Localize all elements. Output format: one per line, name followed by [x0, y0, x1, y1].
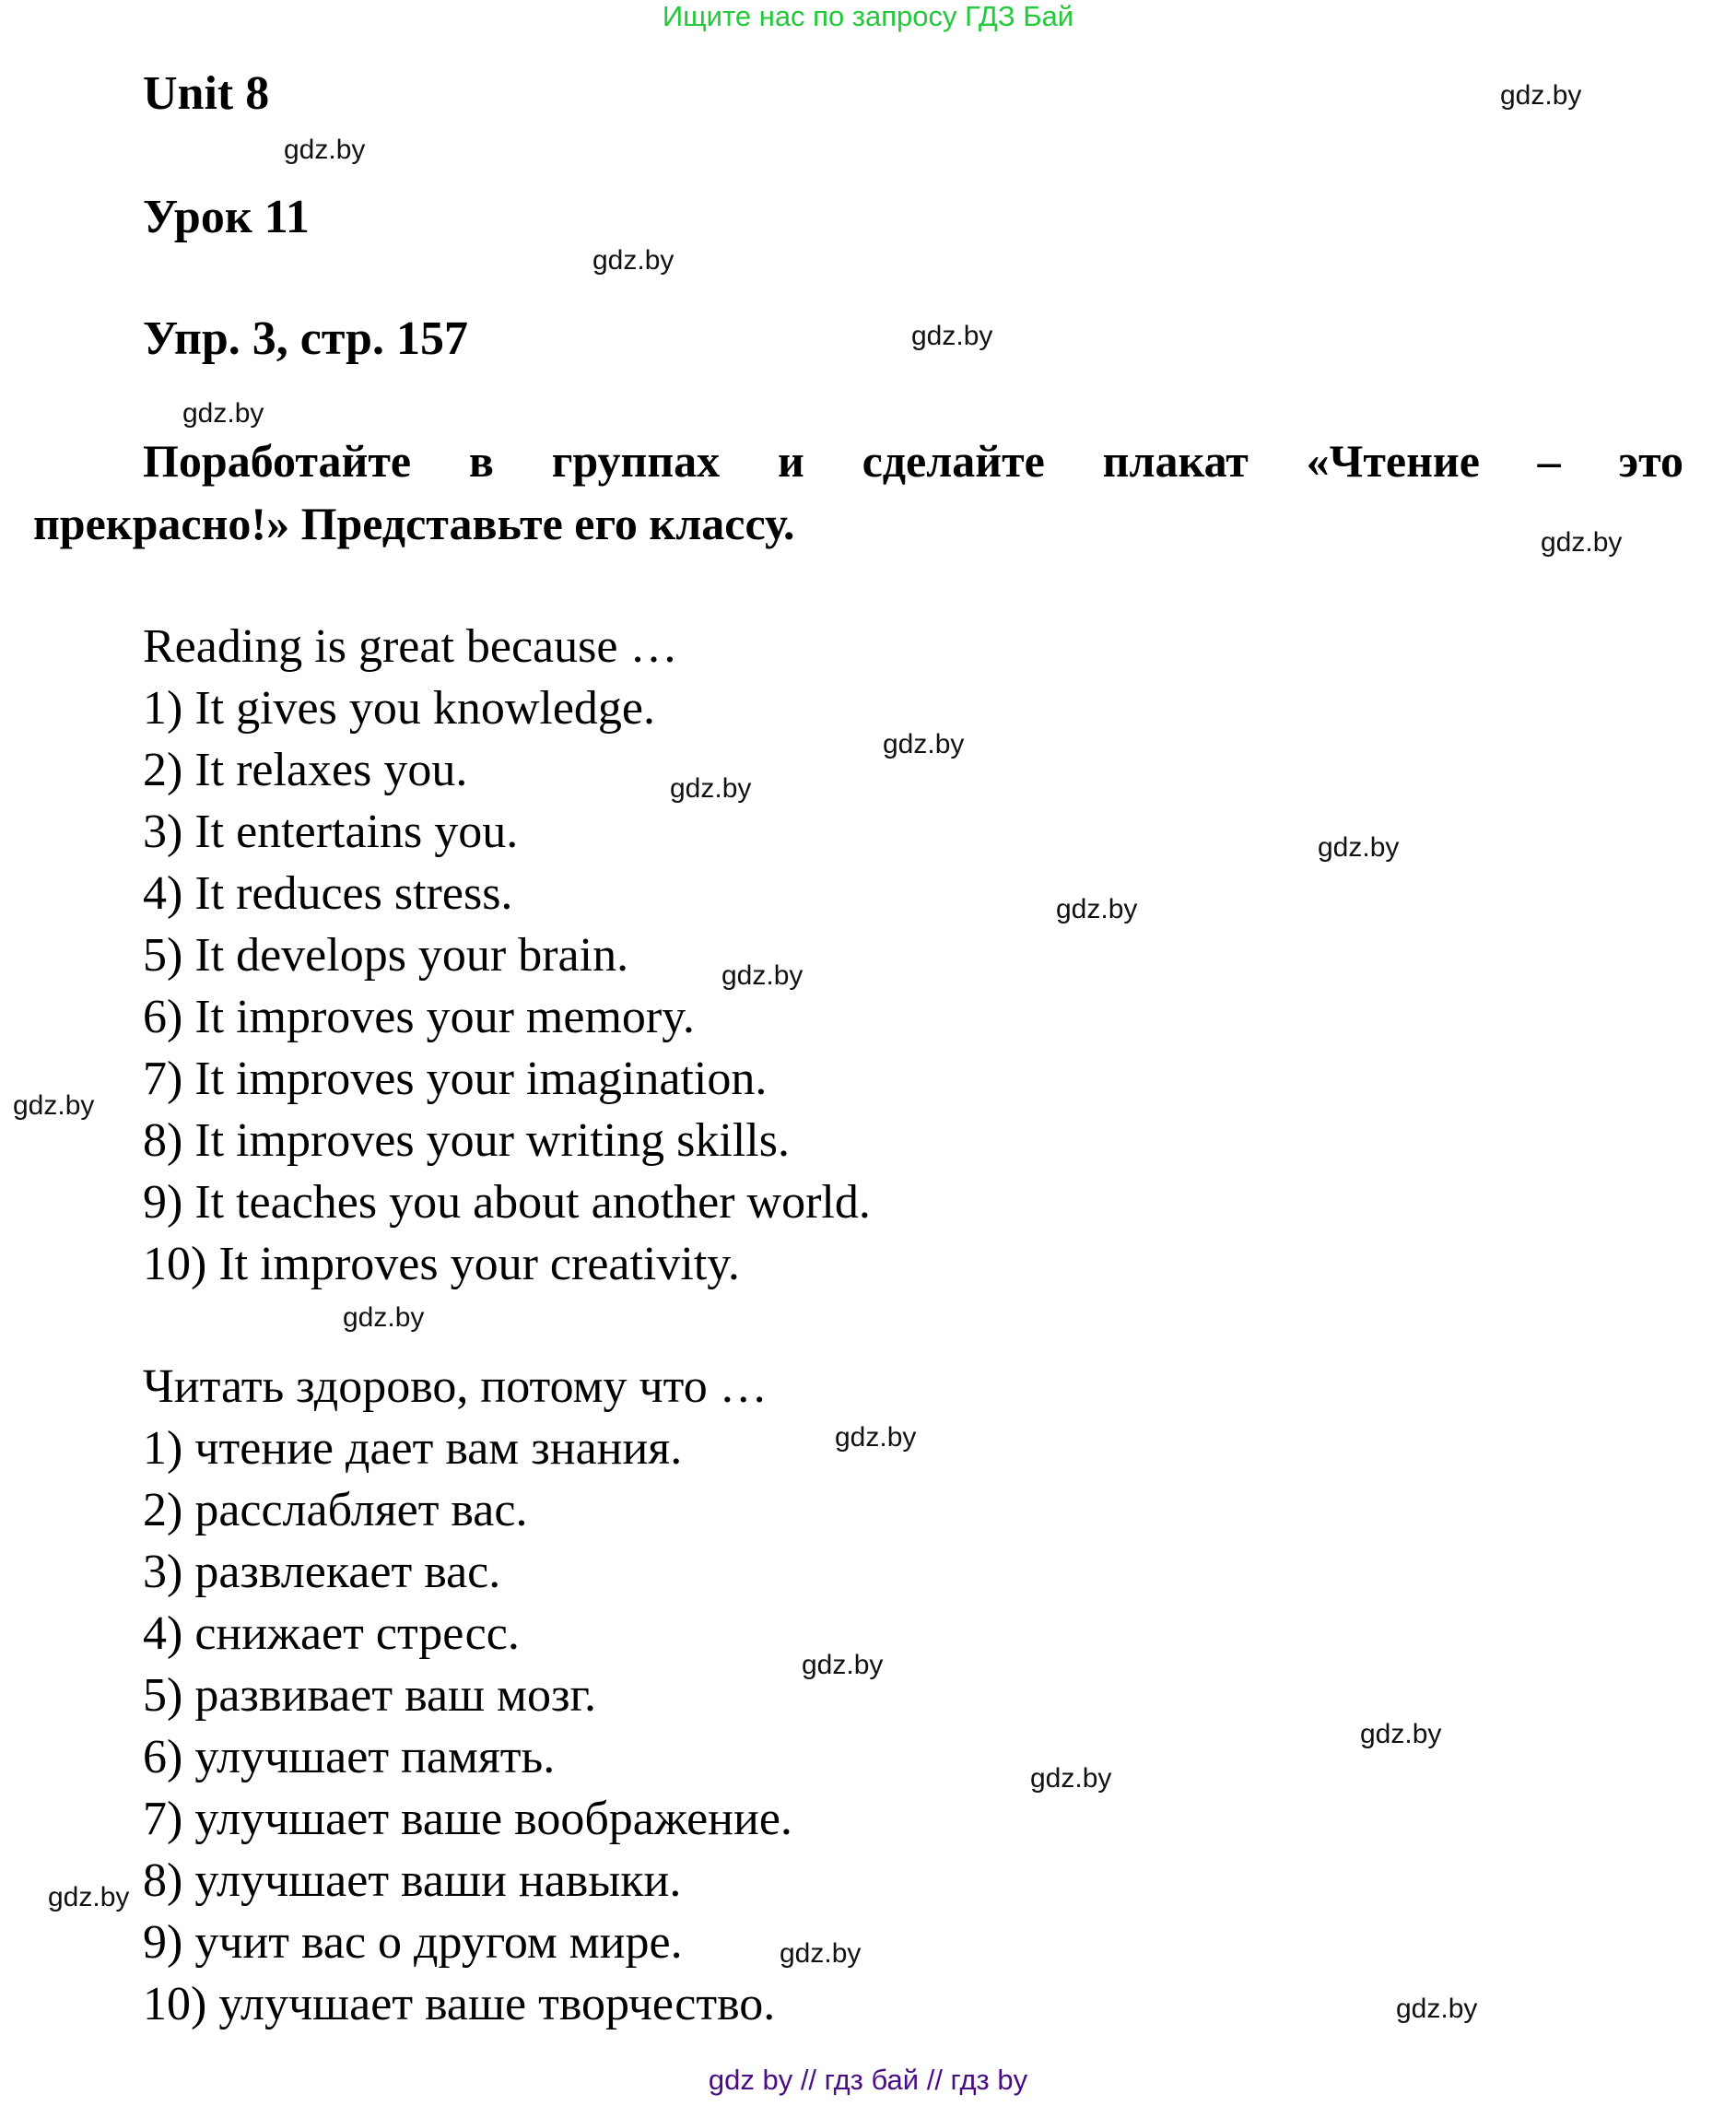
watermark: gdz.by	[1396, 1994, 1478, 2024]
watermark: gdz.by	[1056, 894, 1138, 924]
search-banner[interactable]: Ищите нас по запросу ГДЗ Бай	[662, 0, 1074, 32]
watermark: gdz.by	[1360, 1719, 1442, 1749]
list-item: 4) It reduces stress.	[143, 867, 513, 920]
list-item: 3) развлекает вас.	[143, 1546, 501, 1598]
list-item: 9) It teaches you about another world.	[143, 1176, 871, 1229]
list-item: 8) It improves your writing skills.	[143, 1114, 790, 1167]
watermark: gdz.by	[1318, 832, 1400, 863]
list-item: 4) снижает стресс.	[143, 1607, 520, 1660]
exercise-heading: Упр. 3, стр. 157	[143, 312, 468, 365]
list-item: 3) It entertains you.	[143, 806, 519, 858]
list-item: 10) улучшает ваше творчество.	[143, 1978, 776, 2030]
watermark: gdz.by	[1030, 1763, 1112, 1794]
list-item: 1) чтение дает вам знания.	[143, 1422, 683, 1475]
list-item: 10) It improves your creativity.	[143, 1238, 740, 1290]
task-instruction-line-1: Поработайте в группах и сделайте плакат «Чтение – это	[143, 435, 1683, 487]
watermark: gdz.by	[721, 960, 803, 991]
watermark: gdz.by	[670, 773, 752, 804]
list-item: 2) расслабляет вас.	[143, 1484, 528, 1536]
russian-intro: Читать здорово, потому что …	[143, 1360, 768, 1413]
watermark: gdz.by	[1500, 80, 1582, 111]
watermark: gdz.by	[1541, 527, 1623, 558]
list-item: 8) улучшает ваши навыки.	[143, 1854, 682, 1907]
unit-heading: Unit 8	[143, 67, 270, 120]
list-item: 6) It improves your memory.	[143, 991, 695, 1043]
watermark: gdz.by	[592, 245, 674, 276]
footer-links[interactable]: gdz by // гдз бай // гдз by	[708, 2064, 1028, 2096]
watermark: gdz.by	[883, 729, 965, 759]
list-item: 7) улучшает ваше воображение.	[143, 1793, 792, 1845]
watermark: gdz.by	[911, 321, 993, 351]
list-item: 9) учит вас о другом мире.	[143, 1916, 683, 1969]
watermark: gdz.by	[284, 135, 366, 165]
watermark: gdz.by	[48, 1882, 130, 1912]
list-item: 5) It develops your brain.	[143, 929, 629, 982]
watermark: gdz.by	[780, 1938, 862, 1969]
watermark: gdz.by	[835, 1422, 917, 1453]
task-instruction-line-2: прекрасно!» Представьте его классу.	[33, 498, 795, 549]
list-item: 6) улучшает память.	[143, 1731, 556, 1783]
watermark: gdz.by	[343, 1302, 425, 1333]
watermark: gdz.by	[802, 1650, 884, 1680]
list-item: 5) развивает ваш мозг.	[143, 1669, 596, 1722]
lesson-heading: Урок 11	[143, 191, 310, 243]
list-item: 1) It gives you knowledge.	[143, 682, 656, 735]
english-intro: Reading is great because …	[143, 620, 678, 673]
watermark: gdz.by	[182, 398, 264, 429]
watermark: gdz.by	[13, 1090, 95, 1121]
list-item: 7) It improves your imagination.	[143, 1053, 768, 1105]
list-item: 2) It relaxes you.	[143, 744, 468, 796]
